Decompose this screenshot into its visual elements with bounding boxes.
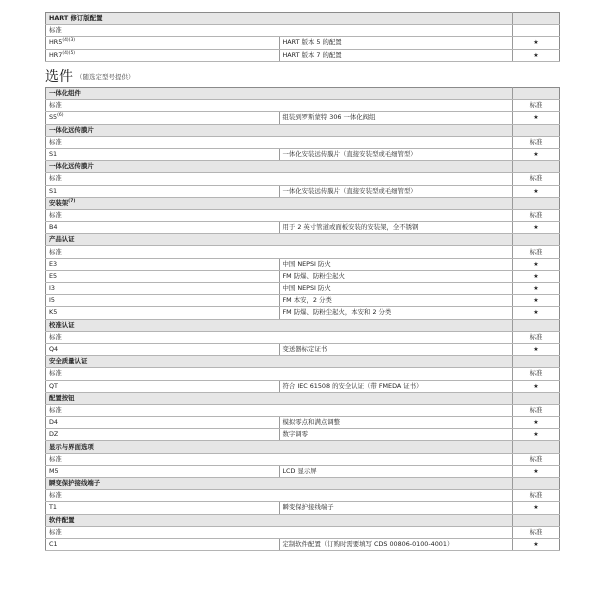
table-row (46, 37, 560, 49)
table-row (46, 417, 560, 429)
option-description: FM 防爆、防粉尘起火 (279, 270, 513, 282)
group-mark-cell (513, 161, 560, 173)
section-heading (45, 69, 135, 86)
code-text: I5 (49, 296, 55, 305)
star-icon: ★ (513, 307, 560, 319)
option-code (46, 270, 280, 282)
group-title-text: 安全质量认证 (49, 357, 88, 366)
code-text: DZ (49, 430, 59, 439)
option-code (46, 307, 280, 319)
standard-row (46, 173, 560, 185)
star-icon: ★ (513, 343, 560, 355)
option-description: 变送器标定证书 (279, 343, 513, 355)
group-header-row (46, 514, 560, 526)
group-mark-cell (513, 478, 560, 490)
group-title-text: 安装架 (49, 198, 69, 207)
group-title (46, 234, 513, 246)
options-table (45, 87, 560, 551)
star-icon: ★ (513, 465, 560, 477)
option-description: 组装到罗斯蒙特 306 一体化阀组 (279, 112, 513, 124)
star-icon: ★ (513, 429, 560, 441)
option-description: 模拟零点和满点调整 (279, 417, 513, 429)
group-header-row (46, 13, 560, 25)
table-row (46, 429, 560, 441)
table-row (46, 343, 560, 355)
table-row (46, 270, 560, 282)
standard-label: 标准 (46, 331, 513, 343)
option-description: FM 本安，2 分类 (279, 295, 513, 307)
option-description: 用于 2 英寸管道或面板安装的安装架，全不锈钢 (279, 222, 513, 234)
star-icon: ★ (513, 270, 560, 282)
table-row (46, 148, 560, 160)
group-title (46, 441, 513, 453)
group-mark-cell (513, 441, 560, 453)
standard-mark: 标准 (513, 490, 560, 502)
option-description: LCD 显示屏 (279, 465, 513, 477)
standard-label: 标准 (46, 25, 513, 37)
standard-mark: 标准 (513, 331, 560, 343)
option-code (46, 222, 280, 234)
code-text: M5 (49, 466, 59, 475)
standard-label: 标准 (46, 526, 513, 538)
group-header-row (46, 197, 560, 209)
star-icon: ★ (513, 502, 560, 514)
group-title (46, 514, 513, 526)
table-row (46, 307, 560, 319)
standard-row (46, 25, 560, 37)
standard-mark (513, 25, 560, 37)
option-code (46, 49, 280, 61)
star-icon: ★ (513, 380, 560, 392)
table-row (46, 538, 560, 550)
option-code (46, 380, 280, 392)
option-code (46, 465, 280, 477)
group-mark-cell (513, 13, 560, 25)
option-code (46, 295, 280, 307)
star-icon: ★ (513, 49, 560, 61)
table-row (46, 465, 560, 477)
standard-row (46, 404, 560, 416)
option-code (46, 429, 280, 441)
star-icon: ★ (513, 417, 560, 429)
standard-label: 标准 (46, 368, 513, 380)
standard-label: 标准 (46, 173, 513, 185)
code-text: HR5 (49, 38, 63, 47)
group-title (46, 392, 513, 404)
group-header-row (46, 88, 560, 100)
star-icon: ★ (513, 283, 560, 295)
table-row (46, 185, 560, 197)
group-title-text: 瞬变保护接线端子 (49, 479, 101, 488)
star-icon: ★ (513, 258, 560, 270)
code-text: QT (49, 381, 58, 390)
option-code (46, 185, 280, 197)
group-title-text: 一体化远传膜片 (49, 162, 94, 171)
code-text: S1 (49, 186, 58, 195)
section-title: 选件 (45, 69, 73, 85)
option-description: HART 版本 7 的配置 (279, 49, 513, 61)
group-mark-cell (513, 356, 560, 368)
option-description: FM 防爆、防粉尘起火，本安和 2 分类 (279, 307, 513, 319)
code-text: K5 (49, 308, 58, 317)
standard-label: 标准 (46, 246, 513, 258)
standard-mark: 标准 (513, 453, 560, 465)
standard-row (46, 526, 560, 538)
standard-mark: 标准 (513, 368, 560, 380)
group-header-row (46, 356, 560, 368)
option-code (46, 283, 280, 295)
footnote-ref: (4)(5) (62, 50, 76, 56)
table-row (46, 295, 560, 307)
group-title-text: 一体化远传膜片 (49, 125, 94, 134)
group-mark-cell (513, 514, 560, 526)
group-header-row (46, 392, 560, 404)
hart-revision-table (45, 12, 560, 62)
option-code (46, 502, 280, 514)
standard-row (46, 490, 560, 502)
group-title-text: 一体化组件 (49, 89, 81, 98)
option-description: 中国 NEPSI 防火 (279, 258, 513, 270)
group-title-text: 显示与界面选项 (49, 442, 94, 451)
star-icon: ★ (513, 37, 560, 49)
table-row (46, 502, 560, 514)
group-header-row (46, 478, 560, 490)
option-description: 符合 IEC 61508 的安全认证（带 FMEDA 证书） (279, 380, 513, 392)
option-code (46, 37, 280, 49)
group-mark-cell (513, 392, 560, 404)
option-description: 一体化安装远传膜片（直接安装型或毛细管型） (279, 185, 513, 197)
group-title: HART 修订版配置 (46, 13, 513, 25)
option-code (46, 148, 280, 160)
option-code (46, 417, 280, 429)
standard-row (46, 100, 560, 112)
options-table-body (46, 88, 560, 551)
star-icon: ★ (513, 185, 560, 197)
star-icon: ★ (513, 112, 560, 124)
group-title (46, 161, 513, 173)
standard-row (46, 331, 560, 343)
standard-mark: 标准 (513, 209, 560, 221)
star-icon: ★ (513, 538, 560, 550)
footnote-ref: (6) (57, 113, 64, 119)
star-icon: ★ (513, 222, 560, 234)
group-title (46, 478, 513, 490)
group-title-text: 校准认证 (49, 320, 75, 329)
code-text: HR7 (49, 50, 63, 59)
group-title (46, 197, 513, 209)
code-text: S1 (49, 150, 58, 159)
option-description: 一体化安装远传膜片（直接安装型或毛细管型） (279, 148, 513, 160)
code-text: E5 (49, 271, 58, 280)
standard-mark: 标准 (513, 173, 560, 185)
group-header-row (46, 124, 560, 136)
code-text: S5 (49, 113, 58, 122)
group-title (46, 356, 513, 368)
option-code (46, 538, 280, 550)
standard-mark: 标准 (513, 136, 560, 148)
standard-label: 标准 (46, 404, 513, 416)
standard-label: 标准 (46, 136, 513, 148)
option-description: 中国 NEPSI 防火 (279, 283, 513, 295)
option-description: 瞬变保护接线端子 (279, 502, 513, 514)
table-row (46, 283, 560, 295)
group-header-row (46, 319, 560, 331)
group-header-row (46, 234, 560, 246)
option-description: 数字调零 (279, 429, 513, 441)
group-title (46, 124, 513, 136)
section-subtitle: （随选定型号提供） (76, 73, 135, 81)
code-text: D4 (49, 418, 58, 427)
code-text: B4 (49, 223, 58, 232)
option-code (46, 343, 280, 355)
table-row (46, 380, 560, 392)
code-text: I3 (49, 284, 55, 293)
group-mark-cell (513, 319, 560, 331)
option-code (46, 258, 280, 270)
standard-row (46, 246, 560, 258)
standard-row (46, 209, 560, 221)
standard-mark: 标准 (513, 526, 560, 538)
table-row (46, 258, 560, 270)
group-title-text: 配置按钮 (49, 393, 75, 402)
star-icon: ★ (513, 148, 560, 160)
group-header-row (46, 441, 560, 453)
code-text: E3 (49, 259, 58, 268)
table-row (46, 49, 560, 61)
group-mark-cell (513, 234, 560, 246)
group-title-text: 软件配置 (49, 515, 75, 524)
standard-mark: 标准 (513, 246, 560, 258)
option-code (46, 112, 280, 124)
option-description: 定制软件配置（订购时需要填写 CDS 00806-0100-4001） (279, 538, 513, 550)
table-row (46, 222, 560, 234)
code-text: T1 (49, 503, 57, 512)
standard-row (46, 136, 560, 148)
table-row (46, 112, 560, 124)
footnote-ref: (7) (68, 198, 76, 204)
option-description: HART 版本 5 的配置 (279, 37, 513, 49)
standard-row (46, 453, 560, 465)
standard-mark: 标准 (513, 100, 560, 112)
group-header-row (46, 161, 560, 173)
standard-label: 标准 (46, 100, 513, 112)
group-title (46, 319, 513, 331)
standard-label: 标准 (46, 490, 513, 502)
standard-label: 标准 (46, 453, 513, 465)
standard-mark: 标准 (513, 404, 560, 416)
code-text: Q4 (49, 345, 59, 354)
code-text: C1 (49, 540, 58, 549)
group-title-text: 产品认证 (49, 235, 75, 244)
group-mark-cell (513, 124, 560, 136)
standard-label: 标准 (46, 209, 513, 221)
group-mark-cell (513, 197, 560, 209)
footnote-ref: (4)(3) (62, 38, 76, 44)
group-title (46, 88, 513, 100)
star-icon: ★ (513, 295, 560, 307)
standard-row (46, 368, 560, 380)
group-mark-cell (513, 88, 560, 100)
